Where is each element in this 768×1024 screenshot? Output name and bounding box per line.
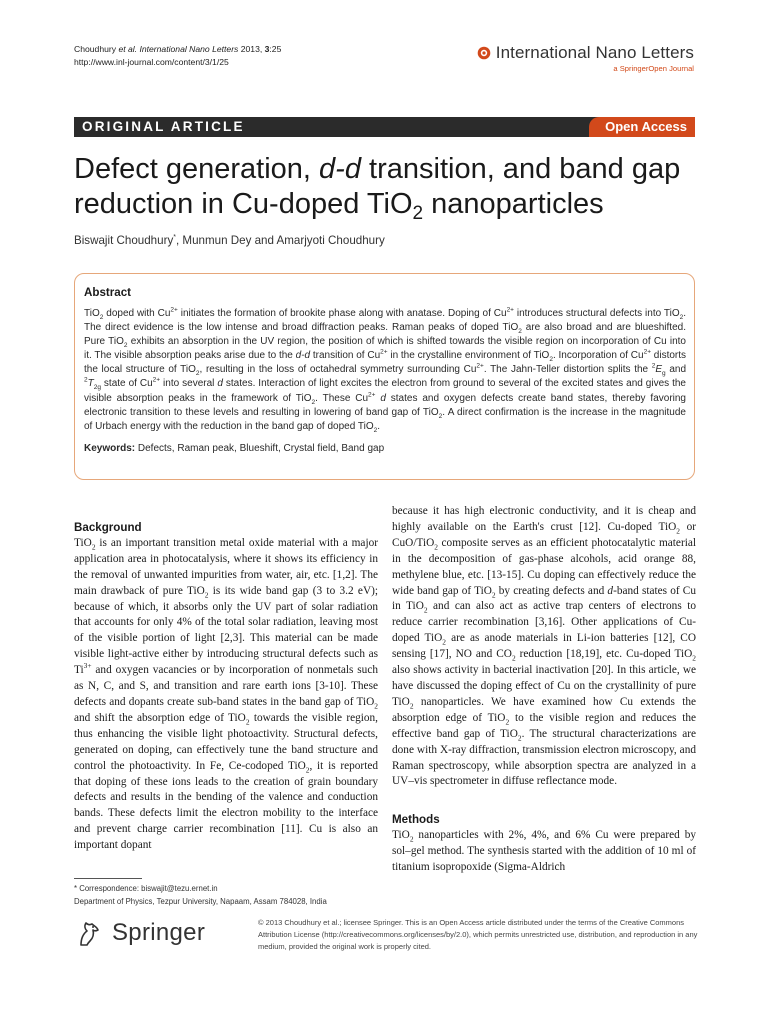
abstract-box (74, 273, 695, 480)
background-text: TiO$_2$ is an important transition metal oxide material with a major application area in photocatalysis, where it shows its efficiency in the removal of unwanted impurities from water, air, etc. [1,2]. The main drawback of pure TiO$_2$ is its wide band gap (3 to 3.2 eV); because of which, it absorbs only the UV part of solar radiation that accounts for only 4% of the total solar radiation, leaving most of the visible portion of light [2,3]. This material can be made visible light-active either by introducing structural defects such as $Ti^{3+}$ and oxygen vacancies or by incorporation of nonmetals such as N, C, and S, and transition and rare earth ions [3-10]. These defects and dopants create sub-band states in the band gap of TiO$_2$ and shift the absorption edge of TiO$_2$ towards the visible region, thus enhancing the visible light photoactivity. Structural defects, generated on doping, can effectively tune the band structure and control the photoactivity. In Fe, Ce-codoped TiO$_2$, it is reported that doping of these ions leads to the creation of grain boundary defects and results in the bending of the valence and conduction bands. These defects limit the electron mobility to the interface and prevent charge carrier recombination [11]. Cu is also an important dopant (74, 536, 379, 852)
methods-text: TiO$_2$ nanoparticles with 2%, 4%, and 6% Cu were prepared by sol–gel method. The synthesis started with the addition of 10 ml of titanium isopropoxide (Sigma-Aldrich (392, 829, 696, 874)
correspondence-email[interactable]: * Correspondence: biswajit@tezu.ernet.in (74, 884, 218, 893)
right-column (392, 504, 696, 876)
footnote (74, 882, 378, 908)
background-section (74, 520, 378, 854)
article-url[interactable]: http://www.inl-journal.com/content/3/1/25 (74, 57, 229, 67)
abstract-text: TiO$_2$ doped with $Cu^{2+}$ initiates the formation of brookite phase along with anatase. Doping of $Cu^{2+}$ introduces structural defects into TiO$_2$. The direct evidence is the low intense and broad diffraction peaks. Raman peaks of doped TiO$_2$ are also broad and are blueshifted. Pure TiO$_2$ exhibits an absorption in the UV region, the position of which is shifted towards the visible region on incorporation of Cu into it. The visible absorption peaks arise due to the d-d transition of $Cu^{2+}$ in the crystalline environment of TiO$_2$. Incorporation of $Cu^{2+}$ distorts the local structure of TiO$_2$, resulting in the loss of octahedral symmetry surrounding $Cu^{2+}$. The Jahn-Teller distortion splits the $^2E_g$ and $^2T_{2g}$ state of $Cu^{2+}$ into several d states. Interaction of light excites the electron from ground to several of the excited states and gives the visible absorption peaks in the framework of TiO$_2$. These $Cu^{2+}$ d states and oxygen defects create band states, thereby favoring electronic transition to these levels and resulting in lowering of band gap of TiO$_2$. A direct confirmation is the increase in the magnitude of Urbach energy with the reduction in the band gap of doped TiO$_2$. (84, 306, 687, 434)
publisher-name: Springer (112, 919, 206, 946)
footnote-rule (74, 878, 142, 879)
citation-journal: et al. International Nano Letters (118, 44, 239, 54)
open-access-badge: Open Access (589, 117, 695, 137)
citation (74, 43, 281, 56)
journal-name: International Nano Letters (495, 43, 694, 62)
background-continued-text: because it has high electronic conductivity, and it is cheap and highly available on the Earth's crust [12]. Cu-doped TiO$_2$ or CuO/TiO$_2$ composite serves as an efficient photocatalytic material in the decomposition of gas-phase alcohols, acid orange 88, methylene blue, etc. [13-15]. Cu doping can effectively reduce the wide band gap of TiO$_2$ by creating defects and d-band states of Cu in TiO$_2$ and can also act as active trap centers of electrons to reduce carrier recombination [3,16]. Other applications of Cu-doped TiO$_2$ are as anode materials in Li-ion batteries [12], CO sensing [17], NO and $CO_2$ reduction [18,19], etc. Cu-doped TiO$_2$ also shows activity in bacterial inactivation [20]. In this article, we have discussed the doping effect of Cu on the crystallinity of pure TiO$_2$ nanoparticles. We have examined how Cu extends the absorption edge of TiO$_2$ to the visible region and reduces the effective band gap of TiO$_2$. The structural characterizations are done with X-ray diffraction, transmission electron microscopy, and Raman spectroscopy, while absorption spectra are analyzed in a UV–vis spectrometer in diffuse reflectance mode. (392, 505, 696, 788)
journal-brand (477, 43, 694, 73)
springer-horse-icon (74, 918, 104, 948)
author-list: Biswajit Choudhury*, Munmun Dey and Amarjyoti Choudhury (74, 234, 385, 247)
background-heading: Background (74, 521, 142, 534)
citation-year: 2013, (238, 44, 265, 54)
corresponding-mark: * (173, 234, 176, 242)
journal-subtitle: a SpringerOpen Journal (613, 64, 694, 73)
running-header (74, 43, 281, 69)
keywords: Keywords: Defects, Raman peak, Blueshift, Crystal field, Band gap (84, 442, 385, 454)
citation-volume: 3 (264, 44, 270, 54)
inl-logo-icon (477, 46, 491, 60)
article-type-label: ORIGINAL ARTICLE (82, 119, 245, 134)
affiliation: Department of Physics, Tezpur University, Napaam, Assam 784028, India (74, 897, 327, 906)
publisher-logo (74, 918, 205, 948)
citation-author: Choudhury (74, 44, 119, 54)
article-type-bar (74, 117, 695, 137)
license-text: © 2013 Choudhury et al.; licensee Springer. This is an Open Access article distributed under the terms of the Creative Commons Attribution License (http://creativecommons.org/licenses/by/2.0), which permits unrestricted use, distribution, and reproduction in any medium, provided the original work is properly cited. (258, 918, 698, 951)
article-title: Defect generation, d-d transition, and band gap reduction in Cu-doped TiO$_2$ nanoparticles (74, 153, 681, 224)
author-link[interactable]: Biswajit Choudhury (74, 234, 174, 247)
abstract-heading: Abstract (84, 286, 132, 299)
methods-heading: Methods (392, 813, 440, 827)
citation-article: :25 (269, 44, 282, 54)
